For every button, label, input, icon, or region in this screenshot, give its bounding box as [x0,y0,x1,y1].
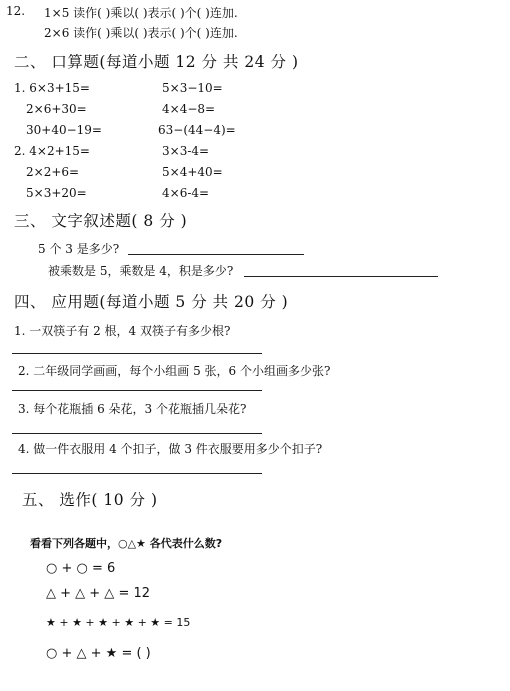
answer-line [128,254,304,255]
arithmetic-item: 4×4−8= [162,102,216,116]
arithmetic-item: 5×3−10= [162,81,223,95]
section-5-heading: 五、 选作( 10 分 ) [22,491,158,509]
arithmetic-item: 5×4+40= [162,165,223,179]
answer-line [12,433,262,434]
word-problem-2: 被乘数是 5，乘数是 4，积是多少? [48,264,234,278]
symbol-equation-circle: ○ + ○ = 6 [46,561,116,576]
symbol-equation-star: ★ + ★ + ★ + ★ + ★ = 15 [46,616,191,629]
symbol-prompt: 看看下列各题中，○△★ 各代表什么数? [30,537,223,550]
question-12-line-1: 1×5 读作( )乘以( )表示( )个( )连加. [44,6,238,20]
word-problem-1: 5 个 3 是多少? [38,242,120,256]
arithmetic-item: 1. 6×3+15= [14,81,90,95]
arithmetic-item: 2×2+6= [26,165,80,179]
arithmetic-item: 30+40−19= [26,123,102,137]
question-12-number: 12. [6,4,26,18]
arithmetic-item: 4×6-4= [162,186,210,200]
answer-line [12,390,262,391]
arithmetic-item: 63−(44−4)= [158,123,236,137]
section-4-heading: 四、 应用题(每道小题 5 分 共 20 分 ) [14,293,289,311]
symbol-equation-triangle: △ + △ + △ = 12 [46,586,151,601]
application-problem-4: 4. 做一件衣服用 4 个扣子，做 3 件衣服要用多少个扣子? [18,442,323,456]
answer-line [12,473,262,474]
section-3-heading: 三、 文字叙述题( 8 分 ) [14,212,188,230]
application-problem-3: 3. 每个花瓶插 6 朵花，3 个花瓶插几朵花? [18,402,247,416]
arithmetic-item: 5×3+20= [26,186,87,200]
answer-line [12,353,262,354]
symbol-equation-sum: ○ + △ + ★ = ( ) [46,646,151,661]
arithmetic-item: 2. 4×2+15= [14,144,90,158]
arithmetic-item: 3×3-4= [162,144,210,158]
arithmetic-item: 2×6+30= [26,102,87,116]
answer-line [244,276,438,277]
section-2-heading: 二、 口算题(每道小题 12 分 共 24 分 ) [14,53,299,71]
question-12-line-2: 2×6 读作( )乘以( )表示( )个( )连加. [44,26,238,40]
application-problem-1: 1. 一双筷子有 2 根，4 双筷子有多少根? [14,324,231,338]
application-problem-2: 2. 二年级同学画画，每个小组画 5 张，6 个小组画多少张? [18,364,331,378]
